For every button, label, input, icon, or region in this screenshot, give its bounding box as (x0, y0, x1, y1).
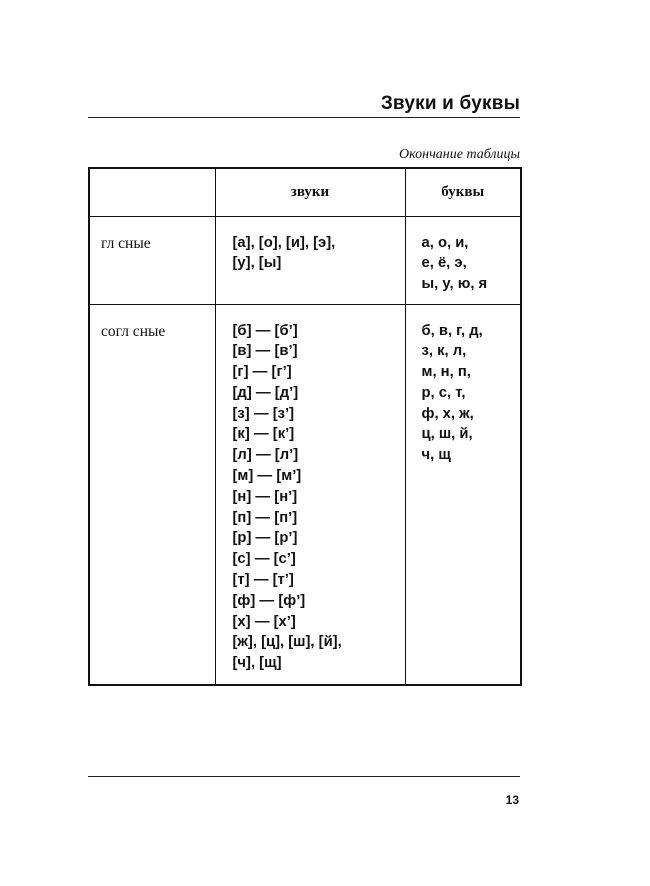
table-row-vowels (89, 216, 521, 304)
sound-line: [м] — [м’] (232, 468, 302, 485)
page-number: 13 (505, 793, 519, 807)
header-rule (88, 117, 520, 118)
sounds-letters-table (88, 167, 522, 686)
letter-line: б, в, г, д, (421, 322, 483, 339)
sound-line: [с] — [с’] (232, 551, 296, 568)
letter-line: м, н, п, (421, 364, 471, 381)
row-label-text: гл сные (101, 234, 151, 252)
sound-line: [п] — [п’] (232, 509, 298, 526)
vowel-letters-cell (405, 216, 521, 304)
table-header-row (89, 168, 521, 216)
sound-line: [з] — [з’] (232, 405, 295, 422)
row-label-consonants (89, 304, 215, 685)
table-caption: Окончание таблицы (399, 147, 520, 162)
row-label-vowels (89, 216, 215, 304)
row-label-text: согл сные (101, 322, 166, 340)
sound-line: [к] — [к’] (232, 426, 295, 443)
vowel-sounds-cell (215, 216, 405, 304)
letter-line: р, с, т, (421, 384, 466, 401)
sound-line: [б] — [б’] (232, 322, 298, 339)
footer-rule (88, 776, 520, 777)
letter-line: а, о, и, (421, 234, 469, 251)
column-header-letters: буквы (405, 168, 521, 216)
running-title: Звуки и буквы (380, 93, 520, 114)
column-header-sounds: звуки (215, 168, 405, 216)
sound-line: [у], [ы] (232, 255, 282, 272)
letter-line: ч, щ (421, 447, 451, 464)
column-header-category (89, 168, 215, 216)
letter-line: е, ё, э, (421, 255, 467, 272)
sound-line: [ч], [щ] (232, 655, 282, 672)
letter-line: з, к, л, (421, 343, 467, 360)
letter-line: ы, у, ю, я (421, 276, 488, 293)
sound-line: [а], [о], [и], [э], (232, 234, 336, 251)
sound-line: [г] — [г’] (232, 364, 292, 381)
sound-line: [р] — [р’] (232, 530, 298, 547)
sound-line: [н] — [н’] (232, 488, 298, 505)
sound-line: [л] — [л’] (232, 447, 299, 464)
sound-line: [ж], [ц], [ш], [й], (232, 634, 342, 651)
consonant-letters-cell (405, 304, 521, 685)
table-row-consonants (89, 304, 521, 685)
letter-line: ц, ш, й, (421, 426, 473, 443)
sound-line: [х] — [х’] (232, 613, 296, 630)
sound-line: [т] — [т’] (232, 572, 294, 589)
sound-line: [в] — [в’] (232, 343, 298, 360)
sound-line: [ф] — [ф’] (232, 592, 306, 609)
letter-line: ф, х, ж, (421, 405, 474, 422)
consonant-sounds-cell (215, 304, 405, 685)
sound-line: [д] — [д’] (232, 384, 299, 401)
